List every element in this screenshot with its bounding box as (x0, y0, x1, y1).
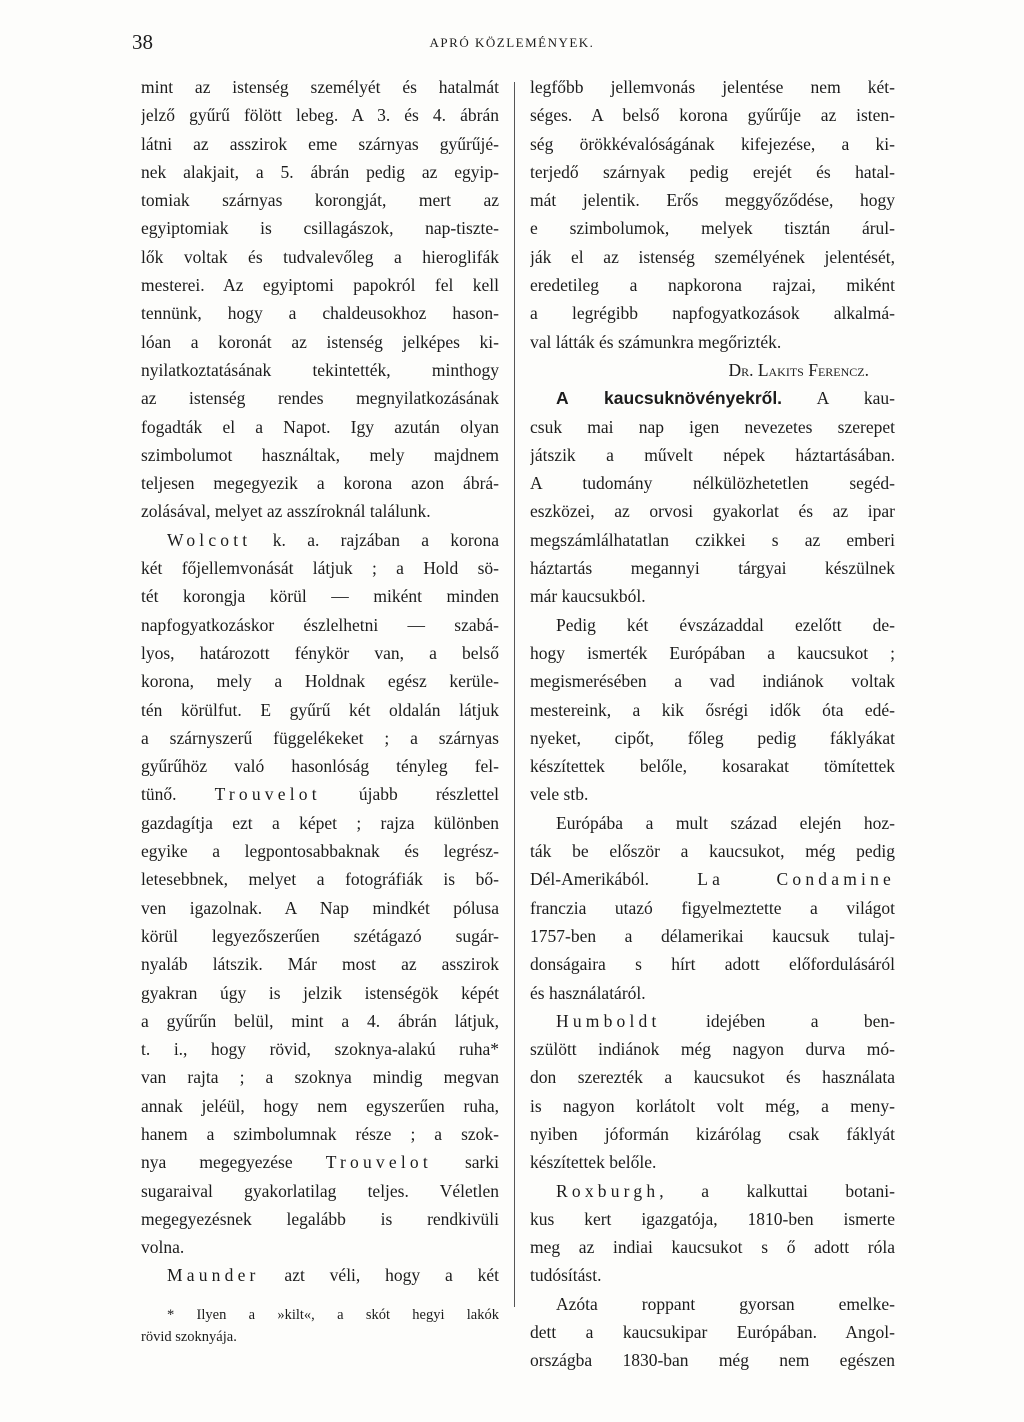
left-paragraph-1 (141, 73, 499, 526)
text-line: tét korongja körül — miként minden (141, 586, 499, 607)
text-line: megszámlálhatatlan czikkei s az emberi (530, 529, 895, 550)
right-paragraph-6 (530, 1177, 895, 1290)
text-line: tén körülfut. E gyűrű két oldalán látjuk (141, 699, 499, 720)
text-line: lők voltak és tudvalevőleg a hieroglifák (141, 246, 499, 267)
text-line: legfőbb jellemvonás jelentése nem két- (530, 77, 895, 97)
text-line: val látták és számunkra megőrizték. (530, 331, 782, 352)
text-fragment: nya megegyezése (141, 1152, 326, 1173)
text-fragment: sarki (431, 1152, 499, 1173)
text-line: nyilatkoztatásának tekintették, minthogy (141, 359, 499, 380)
text-line: volna. (141, 1237, 185, 1258)
text-line: már kaucsukból. (530, 586, 646, 607)
text-line: teljesen megegyezik a korona azon ábrá- (141, 473, 499, 494)
person-name: Wolcott (167, 529, 252, 550)
person-name: La Condamine (697, 869, 895, 890)
text-line (530, 865, 895, 893)
text-line: egyiptomiak is csillagászok, nap-tiszte- (141, 218, 499, 239)
text-line: eredetileg a napkorona rajzai, miként (530, 275, 895, 296)
text-line: lyos, határozott fénykör van, a belső (141, 642, 499, 663)
text-line: körül legyezőszerűen szétágazó sugár- (141, 925, 499, 946)
text-line: letesebbnek, melyet a fotográfiák is bő- (141, 869, 499, 890)
text-line: eszközei, az orvosi gyakorlat és az ipar (530, 501, 895, 522)
text-fragment: k. a. rajzában a korona (251, 529, 499, 550)
text-line: Európába a mult század elején hoz- (556, 812, 895, 833)
footnote-line: * Ilyen a »kilt«, a skót hegyi lakók (167, 1306, 499, 1323)
page-number: 38 (132, 30, 153, 54)
text-line: játszik a művelt népek háztartásában. (530, 444, 895, 465)
text-line: háztartás megannyi tárgyai készülnek (530, 558, 895, 579)
text-line: két főjellemvonását látjuk ; a Hold sö- (141, 558, 499, 579)
text-line: hanem a szimbolumnak része ; a szok- (141, 1123, 499, 1144)
text-line: látni az asszirok eme szárnyas gyűrűjé- (141, 133, 499, 154)
text-fragment: újabb részlettel (320, 784, 499, 805)
text-fragment: , a kalkuttai botani- (659, 1180, 895, 1201)
text-line: jelző gyűrű fölött lebeg. A 3. és 4. ábrán (141, 105, 499, 126)
text-line: ják el az istenség személyének jelentését, (530, 246, 895, 267)
text-line: tennünk, hogy a chaldeusokhoz hason- (141, 303, 499, 324)
text-line: mestereink, a kik ősrégi idők óta edé- (530, 699, 895, 720)
text-line: nyeket, cipőt, főleg pedig fáklyákat (530, 727, 895, 748)
footnote-line: rövid szoknyája. (141, 1328, 237, 1345)
text-line: mesterei. Az egyiptomi papokról fel kell (141, 275, 499, 296)
text-line: mát jelentik. Erős meggyőződése, hogy (530, 190, 895, 211)
text-line: egyike a legpontosabbaknak és legrész- (141, 841, 499, 862)
text-line: a gyűrűn belül, mint a 4. ábrán látjuk, (141, 1010, 499, 1031)
text-line: ták be először a kaucsukot, még pedig (530, 841, 895, 862)
text-line: a legrégibb napfogyatkozások alkalmá- (530, 303, 895, 324)
text-line: gazdagítja ezt a képet ; rajza különben (141, 812, 499, 833)
text-line: csuk mai nap igen nevezetes szerepet (530, 416, 895, 437)
text-line: Pedig két évszázaddal ezelőtt de- (556, 614, 895, 635)
right-paragraph-3 (530, 611, 895, 809)
text-line: nyaláb látszik. Már most az asszirok (141, 954, 499, 975)
text-line: gyakran úgy is jelzik istenségök képét (141, 982, 499, 1003)
text-line: és használatáról. (530, 982, 646, 1003)
text-line: annak jeléül, hogy nem egyszerűen ruha, (141, 1095, 499, 1116)
text-fragment: tünő. (141, 784, 215, 805)
text-line: meg az indiai kaucsukot s ő adott róla (530, 1237, 895, 1258)
text-line: is nagyon korlátolt volt még, a meny- (530, 1095, 895, 1116)
text-line: vele stb. (530, 784, 589, 805)
text-line: tudósítást. (530, 1265, 602, 1286)
right-paragraph-7 (530, 1290, 895, 1375)
text-fragment: A kau- (782, 388, 895, 409)
text-line (141, 1148, 499, 1176)
left-paragraph-3 (141, 1261, 499, 1289)
text-line: van rajta ; a szoknya mindig megvan (141, 1067, 499, 1088)
right-column (530, 73, 895, 1375)
text-line: Azóta roppant gyorsan emelke- (556, 1293, 895, 1314)
text-line: ven igazolnak. A Nap mindkét pólusa (141, 897, 499, 918)
article-title: A kaucsuknövényekről. (556, 388, 783, 409)
person-name: Maunder (167, 1265, 260, 1286)
text-line: a szárnyszerű függelékeket ; a szárnyas (141, 727, 499, 748)
text-line: lóan a koronát az istenség jelképes ki- (141, 331, 499, 352)
text-line: készítettek belőle. (530, 1152, 657, 1173)
text-line: korona, mely a Holdnak egész kerüle- (141, 671, 499, 692)
text-line: terjedő szárnyak pedig erejét és hatal- (530, 161, 895, 182)
person-name: Trouvelot (214, 784, 321, 805)
text-line: fogadták el a Napot. Igy azután olyan (141, 416, 499, 437)
text-line: készítettek belőle, kosarakat tömítettek (530, 756, 895, 777)
person-name: Trouvelot (325, 1152, 432, 1173)
author-signature: Dr. Lakits Ferencz. (728, 359, 869, 380)
text-line: országba 1830-ban még nem egészen (530, 1350, 895, 1371)
spacer (141, 1290, 499, 1304)
text-line: mint az istenség személyét és hatalmát (141, 77, 499, 97)
running-head: APRÓ KÖZLEMÉNYEK. (429, 35, 595, 50)
text-line: kus kert igazgatója, 1810-ben ismerte (530, 1208, 895, 1229)
text-line: hogy ismerték Európában a kaucsukot ; (530, 642, 895, 663)
text-line: napfogyatkozáskor észlelhetni — szabá- (141, 614, 499, 635)
text-fragment: azt véli, hogy a két (259, 1265, 499, 1286)
text-line: az istenség rendes megnyilatkozásának (141, 388, 499, 409)
text-line: dett a kaucsukipar Európában. Angol- (530, 1322, 895, 1343)
page-header (0, 30, 1024, 60)
left-column (141, 73, 499, 1348)
text-line (141, 526, 499, 554)
text-line (141, 780, 499, 808)
text-line: tomiak szárnyas korongját, mert az (141, 190, 499, 211)
text-line: nek alakjait, a 5. ábrán pedig az egyip- (141, 161, 499, 182)
text-line: don szerezték a kaucsukot és használata (530, 1067, 895, 1088)
text-line: szülött indiánok még nagyon durva mó- (530, 1039, 895, 1060)
column-divider (514, 82, 515, 1307)
text-line (530, 384, 895, 412)
text-line: sugaraival gyakorlatilag teljes. Véletlen (141, 1180, 499, 1201)
right-paragraph-5 (530, 1007, 895, 1177)
right-paragraph-1 (530, 73, 895, 356)
right-paragraph-2 (530, 384, 895, 610)
text-fragment: Dél-Amerikából. (530, 869, 698, 890)
person-name: Roxburgh (556, 1180, 660, 1201)
footnote (141, 1304, 499, 1348)
text-line: ség örökkévalóságának kifejezése, a ki- (530, 133, 895, 154)
text-line: t. i., hogy rövid, szoknya-alakú ruha* (141, 1039, 499, 1060)
right-paragraph-4 (530, 809, 895, 1007)
text-line: megismerésében a vad indiánok voltak (530, 671, 895, 692)
text-line: franczia utazó figyelmeztette a világot (530, 897, 895, 918)
text-line (530, 1177, 895, 1205)
left-paragraph-2 (141, 526, 499, 1262)
text-line: e szimbolumok, melyek tisztán árul- (530, 218, 895, 239)
text-line: séges. A belső korona gyűrűje az isten- (530, 105, 895, 126)
text-line (530, 1007, 895, 1035)
text-line: donságaira s hírt adott előfordulásáról (530, 954, 895, 975)
text-line (141, 1261, 499, 1289)
text-line: zolásával, melyet az asszíroknál találunk. (141, 501, 431, 522)
text-fragment: idejében a ben- (660, 1010, 895, 1031)
text-line: megegyezésnek legalább is rendkivüli (141, 1208, 499, 1229)
text-line: 1757-ben a délamerikai kaucsuk tulaj- (530, 925, 895, 946)
text-line: gyűrűhöz való hasonlóság tényleg fel- (141, 756, 499, 777)
text-line: szimbolumot használtak, mely majdnem (141, 444, 499, 465)
person-name: Humboldt (556, 1010, 661, 1031)
text-line: A tudomány nélkülözhetetlen segéd- (530, 473, 895, 494)
text-line: nyiben jóformán kizárólag csak fáklyát (530, 1123, 895, 1144)
